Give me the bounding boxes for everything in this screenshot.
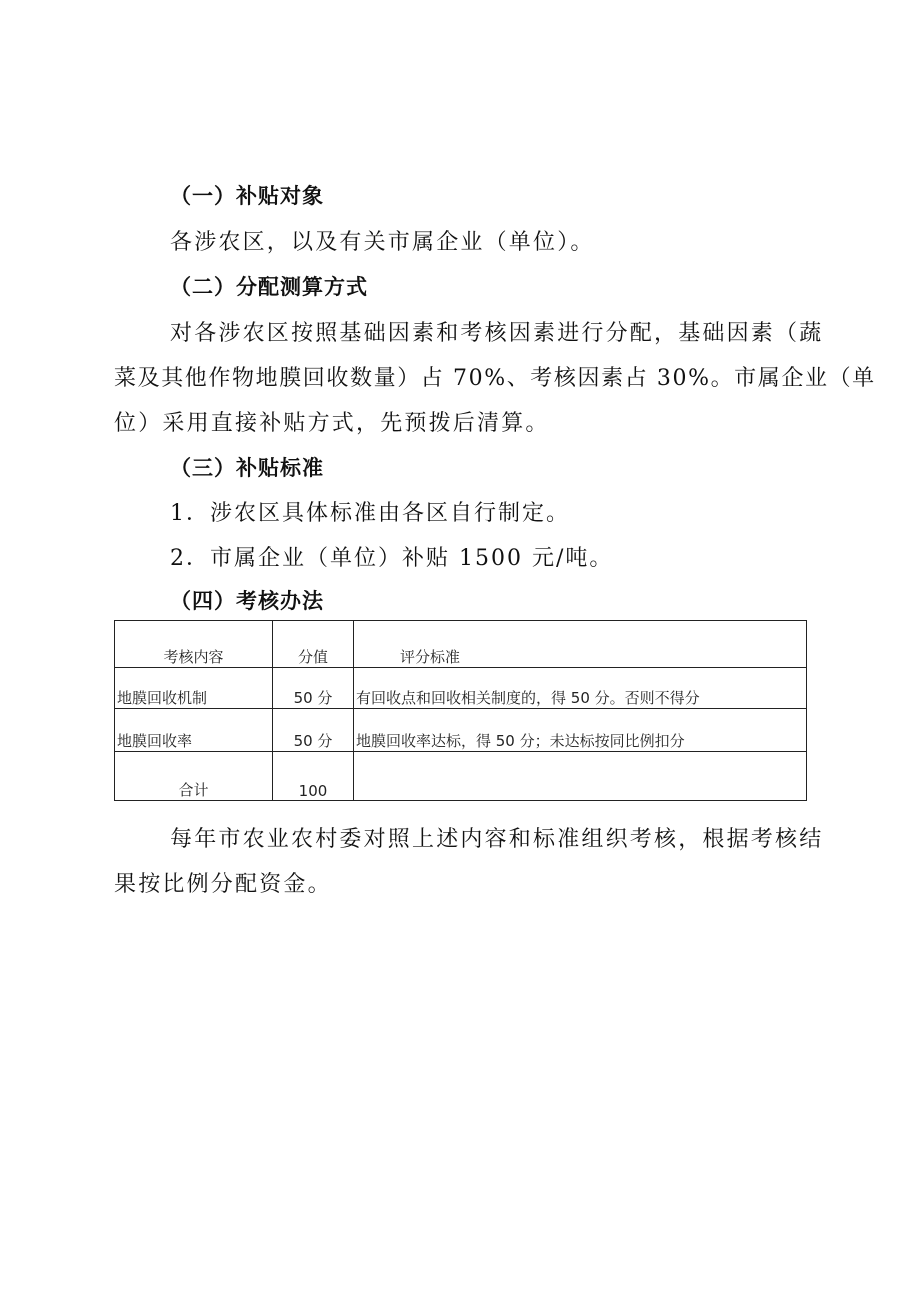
table-cell [354, 752, 807, 801]
section-1-heading: （一）补贴对象 [170, 184, 324, 208]
section-2-heading: （二）分配测算方式 [170, 275, 368, 299]
section-4-heading: （四）考核办法 [170, 589, 324, 613]
table-cell: 地膜回收率 [115, 709, 273, 752]
table-header-cell: 分值 [273, 621, 354, 668]
table-cell: 地膜回收机制 [115, 668, 273, 709]
section-3-item-1: 1．涉农区具体标准由各区自行制定。 [170, 501, 570, 526]
table-header-cell: 考核内容 [115, 621, 273, 668]
table-cell: 地膜回收率达标，得 50 分；未达标按同比例扣分 [354, 709, 807, 752]
table-cell: 合计 [115, 752, 273, 801]
table-row [115, 668, 807, 709]
table-header-cell: 评分标准 [354, 621, 807, 668]
section-2-line-2: 菜及其他作物地膜回收数量）占 70%、考核因素占 30%。市属企业（单 [114, 366, 876, 391]
table-cell: 50 分 [273, 668, 354, 709]
assessment-table [114, 620, 807, 801]
table-total-row [115, 752, 807, 801]
table-cell: 50 分 [273, 709, 354, 752]
section-3-heading: （三）补贴标准 [170, 456, 324, 480]
table-header-row [115, 621, 807, 668]
table-cell: 100 [273, 752, 354, 801]
section-2-line-3: 位）采用直接补贴方式，先预拨后清算。 [114, 411, 550, 436]
table-row [115, 709, 807, 752]
closing-line-1: 每年市农业农村委对照上述内容和标准组织考核，根据考核结 [170, 827, 824, 852]
closing-line-2: 果按比例分配资金。 [114, 872, 332, 897]
table-cell: 有回收点和回收相关制度的，得 50 分。否则不得分 [354, 668, 807, 709]
section-3-item-2: 2．市属企业（单位）补贴 1500 元/吨。 [170, 546, 614, 571]
section-2-line-1: 对各涉农区按照基础因素和考核因素进行分配，基础因素（蔬 [170, 321, 824, 346]
section-1-text: 各涉农区，以及有关市属企业（单位）。 [170, 230, 595, 255]
